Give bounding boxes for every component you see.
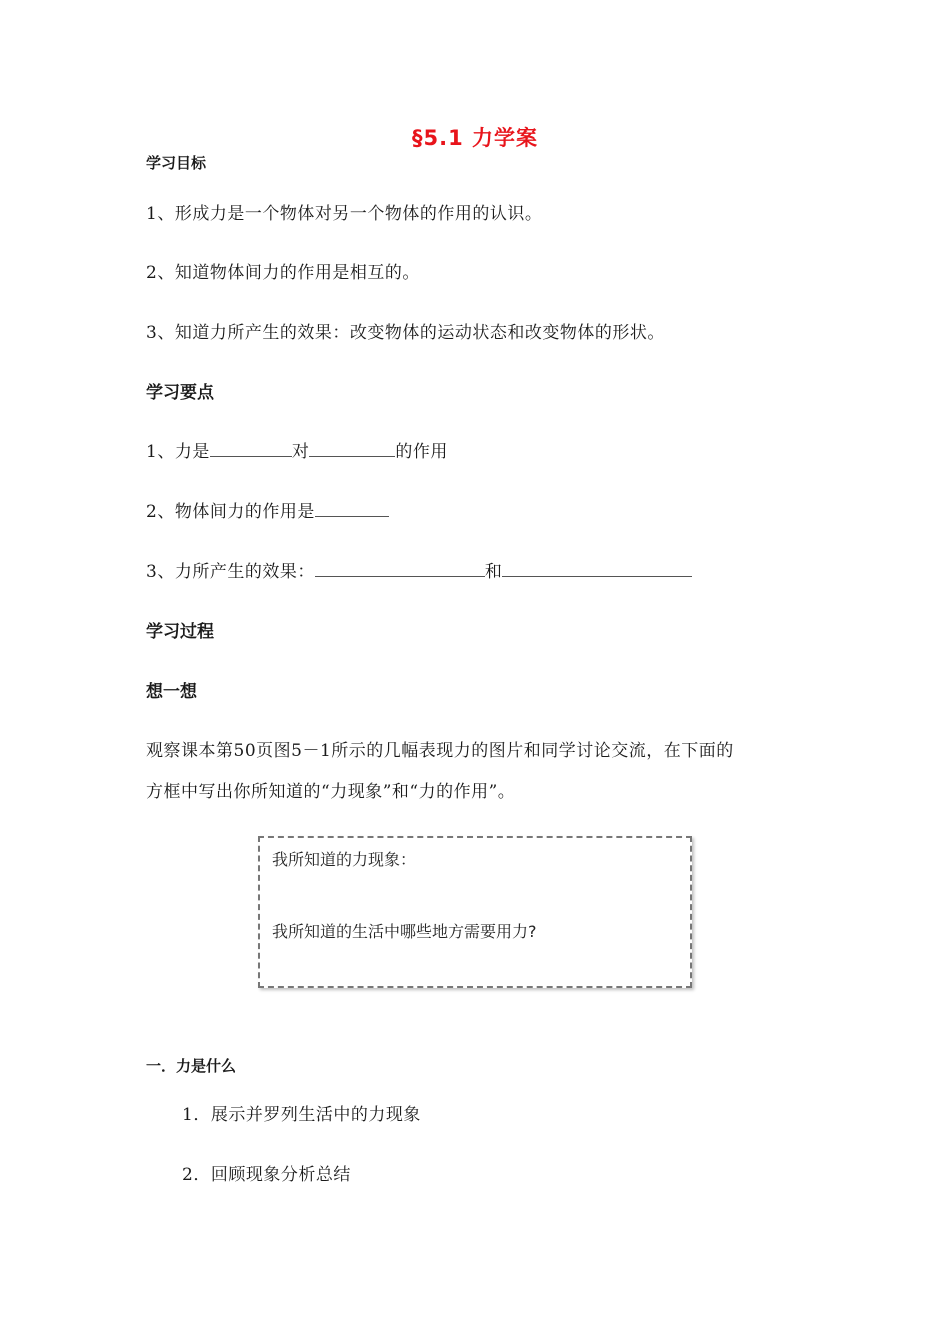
fill-blank[interactable] [315,560,485,577]
key-point-text: 3、力所产生的效果： [146,562,315,582]
step-item: 2．回顾现象分析总结 [182,1165,351,1185]
key-point-item-1 [146,437,448,462]
key-point-text: 和 [484,562,503,582]
fill-blank[interactable] [210,440,292,457]
objectives-heading: 学习目标 [146,154,207,172]
think-heading: 想一想 [146,682,197,702]
fill-blank[interactable] [502,560,692,577]
key-point-text: 2、物体间力的作用是 [146,502,315,522]
key-point-text: 的作用 [395,442,448,462]
process-heading: 学习过程 [146,622,214,642]
step-item: 1．展示并罗列生活中的力现象 [182,1105,421,1125]
objective-item: 2、知道物体间力的作用是相互的。 [146,263,420,283]
objective-item: 3、知道力所产生的效果：改变物体的运动状态和改变物体的形状。 [146,323,665,343]
key-point-text: 1、力是 [146,442,210,462]
fill-blank[interactable] [315,500,389,517]
answer-box[interactable] [258,836,692,988]
page-title: §5.1 力学案 [411,126,538,150]
instruction-line: 方框中写出你所知道的“力现象”和“力的作用”。 [146,782,516,802]
instruction-line: 观察课本第50页图5－1所示的几幅表现力的图片和同学讨论交流，在下面的 [146,741,734,761]
fill-blank[interactable] [309,440,395,457]
box-prompt-force-phenomena: 我所知道的力现象： [272,850,417,869]
key-point-item-2 [146,497,389,522]
key-point-text: 对 [291,442,310,462]
objective-item: 1、形成力是一个物体对另一个物体的作用的认识。 [146,204,543,224]
key-point-item-3 [146,557,692,582]
box-prompt-force-in-life: 我所知道的生活中哪些地方需要用力? [272,922,537,941]
key-points-heading: 学习要点 [146,383,214,403]
part-one-heading: 一．力是什么 [146,1057,237,1075]
